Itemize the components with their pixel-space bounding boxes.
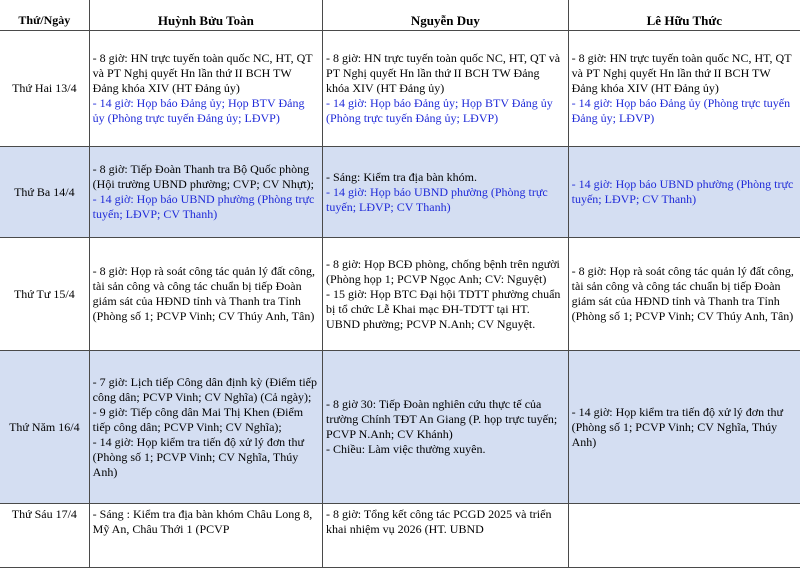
schedule-cell	[323, 31, 569, 147]
day-cell: Thứ Tư 15/4	[0, 238, 89, 351]
header-row	[0, 0, 800, 31]
schedule-entry: - 7 giờ: Lịch tiếp Công dân định kỳ (Điểm tiếp công dân; PCVP Vinh; CV Nghĩa) (Cả ngày);	[92, 374, 317, 404]
header-person-1: Huỳnh Bửu Toàn	[89, 0, 322, 31]
schedule-cell	[568, 31, 800, 147]
schedule-cell	[89, 31, 322, 147]
day-cell: Thứ Năm 16/4	[0, 351, 89, 504]
schedule-entry: - 14 giờ: Họp báo Đảng ủy; Họp BTV Đảng ủy (Phòng trực tuyến Đảng ủy; LĐVP)	[92, 96, 305, 125]
schedule-cell	[323, 504, 569, 568]
schedule-entry: - 8 giờ: Tổng kết công tác PCGD 2025 và triển khai nhiệm vụ 2026 (HT. UBND	[326, 507, 552, 536]
schedule-cell	[568, 504, 800, 568]
schedule-entry: - 14 giờ: Họp báo Đảng ủy; Họp BTV Đảng ủy (Phòng trực tuyến Đảng ủy; LĐVP)	[326, 96, 553, 125]
schedule-entry: - Sáng : Kiểm tra địa bàn khóm Châu Long 8, Mỹ An, Châu Thới 1 (PCVP	[92, 507, 313, 536]
schedule-entry: - 8 giờ: Tiếp Đoàn Thanh tra Bộ Quốc phòng (Hội trường UBND phường; CVP; CV Nhựt);	[92, 162, 314, 191]
table-row	[0, 504, 800, 568]
schedule-entry: - 8 giờ: Họp rà soát công tác quản lý đất công, tài sản công và công tác chuẩn bị tiếp Đoàn giám sát của HĐND tỉnh và Thanh tra Tỉnh (Phòng số 1; PCVP Vinh; CV Thúy Anh, Tân)	[571, 264, 794, 323]
schedule-cell	[568, 147, 800, 238]
table-row	[0, 238, 800, 351]
schedule-entry: - 8 giờ: HN trực tuyến toàn quốc NC, HT, QT và PT Nghị quyết Hn lần thứ II BCH TW Đảng khóa XIV (HT Đảng ủy)	[326, 51, 561, 95]
schedule-entry: - Sáng: Kiểm tra địa bàn khóm.	[326, 169, 477, 184]
schedule-cell	[89, 238, 322, 351]
schedule-entry: - 14 giờ: Họp báo Đảng ủy (Phòng trực tuyến Đảng ủy; LĐVP)	[571, 96, 791, 125]
table-row	[0, 351, 800, 504]
table-row	[0, 31, 800, 147]
schedule-entry: - 14 giờ: Họp báo UBND phường (Phòng trực tuyến; LĐVP; CV Thanh)	[326, 184, 548, 214]
table-row	[0, 147, 800, 238]
schedule-entry: - 9 giờ: Tiếp công dân Mai Thị Khen (Điểm tiếp công dân; PCVP Vinh; CV Nghĩa);	[92, 404, 304, 434]
schedule-entry: - 8 giờ: HN trực tuyến toàn quốc NC, HT, QT và PT Nghị quyết Hn lần thứ II BCH TW Đảng khóa XIV (HT Đảng ủy)	[92, 51, 313, 95]
schedule-cell	[323, 147, 569, 238]
schedule-entry: - 8 giờ: Họp rà soát công tác quản lý đất công, tài sản công và công tác chuẩn bị tiếp Đoàn giám sát của HĐND tỉnh và Thanh tra Tỉnh (Phòng số 1; PCVP Vinh; CV Thúy Anh, Tân)	[92, 264, 315, 323]
schedule-cell	[89, 504, 322, 568]
schedule-cell	[568, 351, 800, 504]
schedule-entry: - 8 giờ 30: Tiếp Đoàn nghiên cứu thực tế của trường Chính TĐT An Giang (P. họp trực tuyến; PCVP N.Anh; CV Khánh)	[326, 397, 558, 441]
header-person-2: Nguyễn Duy	[323, 0, 569, 31]
day-cell: Thứ Hai 13/4	[0, 31, 89, 147]
schedule-entry: - Chiều: Làm việc thường xuyên.	[326, 442, 486, 456]
day-cell: Thứ Sáu 17/4	[0, 504, 89, 568]
schedule-entry: - 15 giờ: Họp BTC Đại hội TDTT phường chuẩn bị tổ chức Lễ Khai mạc ĐH-TDTT tại HT. UBND phường; PCVP N.Anh; CV Nguyệt.	[326, 286, 561, 331]
schedule-cell	[89, 351, 322, 504]
schedule-cell	[568, 238, 800, 351]
day-cell: Thứ Ba 14/4	[0, 147, 89, 238]
schedule-entry: - 14 giờ: Họp báo UBND phường (Phòng trực tuyến; LĐVP; CV Thanh)	[92, 192, 315, 221]
schedule-entry: - 14 giờ: Họp báo UBND phường (Phòng trực tuyến; LĐVP; CV Thanh)	[571, 177, 794, 206]
header-person-3: Lê Hữu Thức	[568, 0, 800, 31]
schedule-cell	[323, 351, 569, 504]
schedule-entry: - 14 giờ: Họp kiểm tra tiến độ xử lý đơn thư (Phòng số 1; PCVP Vinh; CV Nghĩa, Thúy Anh)	[571, 404, 783, 449]
header-day: Thứ/Ngày	[0, 0, 89, 31]
schedule-cell	[89, 147, 322, 238]
schedule-cell	[323, 238, 569, 351]
schedule-entry: - 14 giờ: Họp kiểm tra tiến độ xử lý đơn thư (Phòng số 1; PCVP Vinh; CV Nghĩa, Thúy Anh)	[92, 434, 305, 479]
schedule-entry: - 8 giờ: Họp BCĐ phòng, chống bệnh trên người (Phòng họp 1; PCVP Ngọc Anh; CV: Nguyệt)	[326, 256, 560, 286]
schedule-entry: - 8 giờ: HN trực tuyến toàn quốc NC, HT, QT và PT Nghị quyết Hn lần thứ II BCH TW Đảng khóa XIV (HT Đảng ủy)	[571, 51, 792, 95]
